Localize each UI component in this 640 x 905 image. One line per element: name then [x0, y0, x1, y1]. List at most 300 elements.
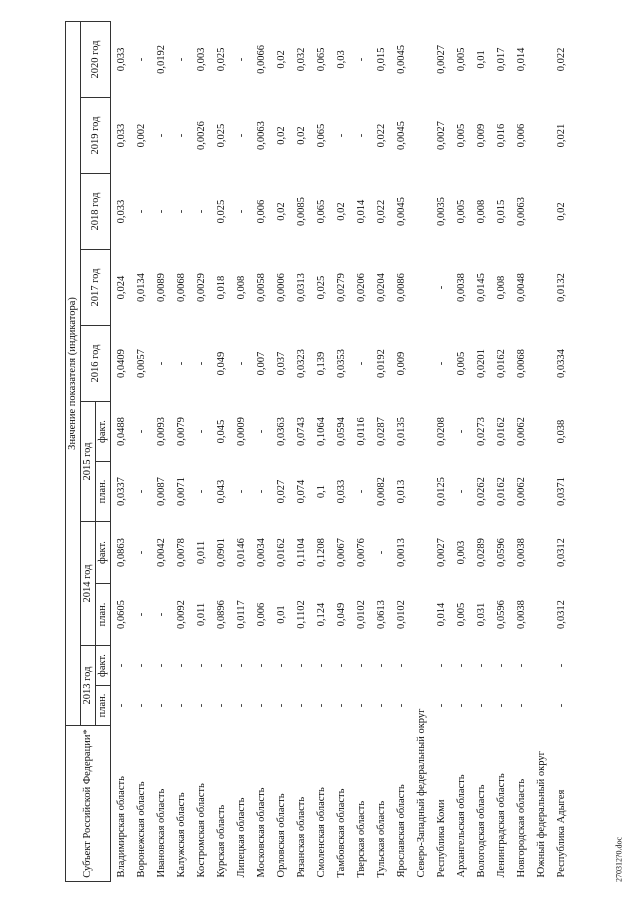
value-cell: 0,0102	[395, 600, 407, 629]
value-cell: 0,0029	[195, 273, 207, 302]
value-cell: 0,0313	[295, 273, 307, 302]
value-cell: 0,02	[295, 126, 307, 145]
value-cell: 0,0287	[375, 417, 387, 446]
value-cell: 0,014	[515, 47, 527, 72]
value-cell: 0,0089	[155, 273, 167, 302]
value-cell: 0,0027	[435, 45, 447, 74]
table-row	[291, 21, 311, 881]
subject-name-cell: Тульская область	[375, 800, 387, 878]
value-cell: -	[175, 209, 187, 214]
value-cell: 0,003	[455, 540, 467, 565]
value-cell: 0,038	[555, 419, 567, 444]
value-cell	[531, 402, 551, 462]
value-cell: 0,065	[315, 47, 327, 72]
value-cell: -	[555, 663, 567, 668]
value-cell: 0,02	[275, 126, 287, 145]
value-cell: -	[435, 663, 447, 668]
fact-header-2015: факт.	[96, 402, 111, 462]
subject-name-cell: Московская область	[255, 787, 267, 878]
plan-header-2014: план.	[96, 584, 111, 646]
value-cell: -	[135, 612, 147, 617]
value-cell: 0,0045	[395, 45, 407, 74]
value-cell: -	[355, 489, 367, 494]
value-cell: 0,009	[395, 351, 407, 376]
value-cell	[531, 174, 551, 250]
value-cell: -	[135, 429, 147, 434]
value-cell: -	[335, 663, 347, 668]
value-cell: 0,0596	[495, 538, 507, 567]
value-cell: 0,031	[475, 602, 487, 627]
subject-name-cell: Рязанская область	[295, 796, 307, 878]
value-cell: 0,0009	[235, 417, 247, 446]
value-cell: -	[435, 361, 447, 366]
fact-header-2014: факт.	[96, 522, 111, 584]
value-cell: 0,013	[395, 479, 407, 504]
plan-header-2015: план.	[96, 462, 111, 522]
subject-name-cell: Ивановская область	[155, 788, 167, 878]
value-cell: -	[255, 429, 267, 434]
table-body	[111, 21, 572, 881]
value-cell: 0,0273	[475, 417, 487, 446]
table-row	[191, 21, 211, 881]
value-cell	[411, 462, 431, 522]
value-cell: 0,002	[135, 123, 147, 148]
value-cell: -	[215, 703, 227, 708]
value-cell: -	[475, 663, 487, 668]
value-cell: -	[235, 361, 247, 366]
value-cell: 0,0102	[355, 600, 367, 629]
value-cell: 0,0092	[175, 600, 187, 629]
value-cell: 0,0488	[115, 417, 127, 446]
subject-name-cell: Северо-Западный федеральный округ	[415, 708, 427, 878]
indicator-table	[65, 21, 571, 882]
subject-name-cell: Ярославская область	[395, 784, 407, 878]
value-cell: 0,1102	[295, 600, 307, 629]
value-cell	[411, 402, 431, 462]
value-cell: 0,0082	[375, 477, 387, 506]
value-cell	[531, 21, 551, 97]
value-cell: 0,022	[375, 123, 387, 148]
value-cell: 0,0353	[335, 349, 347, 378]
value-cell: 0,0337	[115, 477, 127, 506]
year-header-2014: 2014 год	[81, 522, 96, 646]
value-cell: 0,0058	[255, 273, 267, 302]
value-cell: 0,0162	[275, 538, 287, 567]
value-cell	[411, 250, 431, 326]
value-cell	[411, 174, 431, 250]
value-cell: 0,0078	[175, 538, 187, 567]
value-cell: -	[195, 209, 207, 214]
value-cell: 0,0206	[355, 273, 367, 302]
rotated-table-container	[65, 22, 605, 882]
table-row	[351, 21, 371, 881]
subject-name-cell: Воронежская область	[135, 781, 147, 878]
value-cell: 0,02	[335, 202, 347, 221]
value-cell: 0,025	[215, 199, 227, 224]
value-cell: 0,0192	[155, 45, 167, 74]
subject-name-cell: Калужская область	[175, 792, 187, 878]
value-cell: 0,033	[115, 123, 127, 148]
value-cell: 0,0201	[475, 349, 487, 378]
value-cell: -	[175, 663, 187, 668]
value-cell: 0,124	[315, 602, 327, 627]
value-cell: -	[355, 703, 367, 708]
value-cell: 0,027	[275, 479, 287, 504]
table-row	[431, 21, 451, 881]
value-cell: -	[555, 703, 567, 708]
value-cell	[531, 686, 551, 726]
district-heading-row	[531, 21, 551, 881]
value-cell: 0,065	[315, 123, 327, 148]
table-row	[251, 21, 271, 881]
table-row	[211, 21, 231, 881]
value-cell: -	[395, 663, 407, 668]
value-cell: -	[375, 703, 387, 708]
value-cell: 0,0134	[135, 273, 147, 302]
subject-name-cell: Ленинградская область	[495, 773, 507, 878]
value-cell: -	[155, 703, 167, 708]
value-cell: 0,006	[255, 602, 267, 627]
value-cell: 0,005	[455, 199, 467, 224]
value-cell: -	[495, 703, 507, 708]
value-cell: 0,014	[355, 199, 367, 224]
value-cell: 0,0038	[455, 273, 467, 302]
value-cell: 0,0289	[475, 538, 487, 567]
footer-filename: 270312?0.doc	[614, 836, 624, 882]
year-header-2017: 2017 год	[81, 250, 111, 326]
value-cell: -	[455, 429, 467, 434]
year-header-2020: 2020 год	[81, 21, 111, 97]
value-cell: 0,0027	[435, 121, 447, 150]
value-cell	[411, 21, 431, 97]
value-cell	[531, 98, 551, 174]
value-cell: 0,03	[335, 50, 347, 69]
value-cell: -	[515, 703, 527, 708]
value-cell: -	[435, 703, 447, 708]
value-cell: 0,065	[315, 199, 327, 224]
value-cell: -	[135, 489, 147, 494]
indicator-header: Значение показателя (индикатора)	[66, 21, 81, 725]
value-cell: -	[355, 663, 367, 668]
value-cell	[411, 98, 431, 174]
value-cell: 0,0068	[175, 273, 187, 302]
value-cell: -	[175, 361, 187, 366]
value-cell	[531, 646, 551, 686]
value-cell: 0,0409	[115, 349, 127, 378]
value-cell: 0,0116	[355, 417, 367, 446]
value-cell: -	[135, 703, 147, 708]
value-cell: 0,0146	[235, 538, 247, 567]
value-cell: 0,016	[495, 123, 507, 148]
value-cell: 0,006	[515, 123, 527, 148]
subject-name-cell: Владимирская область	[115, 776, 127, 878]
table-row	[171, 21, 191, 881]
value-cell: 0,0208	[435, 417, 447, 446]
value-cell	[531, 584, 551, 646]
year-header-2018: 2018 год	[81, 174, 111, 250]
value-cell: 0,0068	[515, 349, 527, 378]
year-header-2013: 2013 год	[81, 646, 96, 726]
value-cell: -	[275, 663, 287, 668]
value-cell: -	[115, 703, 127, 708]
value-cell: 0,0117	[235, 600, 247, 629]
value-cell: 0,025	[215, 123, 227, 148]
value-cell: 0,0013	[395, 538, 407, 567]
value-cell: -	[195, 703, 207, 708]
value-cell: 0,139	[315, 351, 327, 376]
value-cell: -	[235, 133, 247, 138]
value-cell: 0,037	[275, 351, 287, 376]
value-cell: 0,074	[295, 479, 307, 504]
year-header-2019: 2019 год	[81, 98, 111, 174]
value-cell: -	[135, 550, 147, 555]
table-row	[491, 21, 511, 881]
value-cell: 0,003	[195, 47, 207, 72]
value-cell: 0,0613	[375, 600, 387, 629]
value-cell: 0,025	[315, 275, 327, 300]
value-cell: -	[335, 703, 347, 708]
value-cell: 0,021	[555, 123, 567, 148]
value-cell: -	[495, 663, 507, 668]
value-cell: 0,02	[555, 202, 567, 221]
value-cell: 0,0086	[395, 273, 407, 302]
value-cell: 0,025	[215, 47, 227, 72]
value-cell: 0,008	[475, 199, 487, 224]
value-cell: 0,0057	[135, 349, 147, 378]
table-row	[231, 21, 251, 881]
value-cell: 0,043	[215, 479, 227, 504]
value-cell: 0,009	[475, 123, 487, 148]
subject-name-cell: Вологодская область	[475, 784, 487, 878]
value-cell: 0,02	[275, 202, 287, 221]
value-cell: 0,0045	[395, 121, 407, 150]
value-cell: 0,1104	[295, 538, 307, 567]
value-cell: -	[175, 133, 187, 138]
value-cell: 0,011	[195, 540, 207, 565]
value-cell: -	[155, 133, 167, 138]
value-cell: -	[135, 663, 147, 668]
value-cell: 0,024	[115, 275, 127, 300]
value-cell: -	[135, 57, 147, 62]
table-row	[311, 21, 331, 881]
value-cell: 0,011	[195, 602, 207, 627]
value-cell	[411, 522, 431, 584]
value-cell: 0,007	[255, 351, 267, 376]
value-cell: -	[255, 703, 267, 708]
value-cell: -	[135, 209, 147, 214]
value-cell: -	[235, 209, 247, 214]
value-cell: -	[355, 57, 367, 62]
value-cell: 0,0334	[555, 349, 567, 378]
value-cell: -	[215, 663, 227, 668]
value-cell: 0,033	[115, 47, 127, 72]
value-cell	[411, 646, 431, 686]
value-cell: 0,0034	[255, 538, 267, 567]
value-cell: 0,0162	[495, 349, 507, 378]
table-row	[151, 21, 171, 881]
value-cell	[411, 584, 431, 646]
table-row	[111, 21, 132, 881]
value-cell: 0,0035	[435, 197, 447, 226]
value-cell: 0,0371	[555, 477, 567, 506]
value-cell: 0,017	[495, 47, 507, 72]
subject-name-cell: Костромская область	[195, 783, 207, 878]
value-cell: 0,0204	[375, 273, 387, 302]
table-row	[471, 21, 491, 881]
value-cell: 0,0125	[435, 477, 447, 506]
value-cell	[411, 326, 431, 402]
value-cell: -	[155, 663, 167, 668]
value-cell: -	[155, 361, 167, 366]
value-cell: -	[295, 703, 307, 708]
value-cell: -	[195, 489, 207, 494]
value-cell: -	[455, 489, 467, 494]
table-row	[371, 21, 391, 881]
value-cell: 0,0363	[275, 417, 287, 446]
plan-header-2013: план.	[96, 686, 111, 726]
value-cell: 0,1064	[315, 417, 327, 446]
value-cell: 0,0045	[395, 197, 407, 226]
value-cell: -	[355, 361, 367, 366]
value-cell: 0,0071	[175, 477, 187, 506]
value-cell: 0,0062	[515, 417, 527, 446]
value-cell: -	[255, 663, 267, 668]
value-cell: 0,01	[475, 50, 487, 69]
value-cell: -	[155, 209, 167, 214]
subject-name-cell: Республика Адыгея	[555, 789, 567, 878]
value-cell: 0,015	[495, 199, 507, 224]
value-cell: 0,01	[275, 605, 287, 624]
value-cell: 0,033	[335, 479, 347, 504]
year-header-2016: 2016 год	[81, 326, 111, 402]
value-cell: -	[315, 703, 327, 708]
value-cell: 0,014	[435, 602, 447, 627]
value-cell: -	[455, 703, 467, 708]
value-cell: 0,033	[115, 199, 127, 224]
value-cell: 0,0743	[295, 417, 307, 446]
table-row	[271, 21, 291, 881]
subject-name-cell: Смоленская область	[315, 787, 327, 878]
value-cell: 0,005	[455, 123, 467, 148]
value-cell: 0,0066	[255, 45, 267, 74]
value-cell: 0,0038	[515, 600, 527, 629]
value-cell: 0,008	[495, 275, 507, 300]
subject-name-cell: Орловская область	[275, 793, 287, 878]
subject-name-cell: Курская область	[215, 804, 227, 878]
value-cell: 0,02	[275, 50, 287, 69]
value-cell: 0,005	[455, 351, 467, 376]
value-cell: -	[115, 663, 127, 668]
value-cell: 0,0079	[175, 417, 187, 446]
value-cell: -	[235, 489, 247, 494]
subject-name-cell: Республика Коми	[435, 799, 447, 878]
table-row	[131, 21, 151, 881]
value-cell: -	[235, 57, 247, 62]
value-cell: 0,015	[375, 47, 387, 72]
value-cell: 0,045	[215, 419, 227, 444]
value-cell: -	[235, 663, 247, 668]
value-cell: 0,0093	[155, 417, 167, 446]
value-cell: -	[195, 663, 207, 668]
subject-name-cell: Новгородская область	[515, 778, 527, 878]
value-cell: 0,0596	[495, 600, 507, 629]
value-cell: 0,0042	[155, 538, 167, 567]
value-cell: 0,0312	[555, 538, 567, 567]
value-cell: -	[235, 703, 247, 708]
value-cell: 0,005	[455, 47, 467, 72]
subject-name-cell: Южный федеральный округ	[535, 751, 547, 878]
value-cell: 0,0006	[275, 273, 287, 302]
table-row	[331, 21, 351, 881]
value-cell: 0,0162	[495, 417, 507, 446]
value-cell: -	[455, 663, 467, 668]
value-cell: -	[175, 57, 187, 62]
value-cell: -	[355, 133, 367, 138]
value-cell: 0,0048	[515, 273, 527, 302]
value-cell: 0,0312	[555, 600, 567, 629]
value-cell: 0,0062	[515, 477, 527, 506]
value-cell: 0,022	[375, 199, 387, 224]
table-row	[391, 21, 411, 881]
value-cell: -	[375, 550, 387, 555]
value-cell: 0,0085	[295, 197, 307, 226]
subject-name-cell: Липецкая область	[235, 797, 247, 878]
subject-name-cell: Тверская область	[355, 800, 367, 878]
table-row	[551, 21, 571, 881]
value-cell: 0,0896	[215, 600, 227, 629]
value-cell: 0,0027	[435, 538, 447, 567]
value-cell: 0,0132	[555, 273, 567, 302]
value-cell: 0,0262	[475, 477, 487, 506]
value-cell: 0,005	[455, 602, 467, 627]
value-cell: -	[375, 663, 387, 668]
value-cell: -	[515, 663, 527, 668]
value-cell: 0,0605	[115, 600, 127, 629]
table-header	[66, 21, 111, 881]
table-row	[451, 21, 471, 881]
value-cell	[531, 522, 551, 584]
value-cell	[531, 462, 551, 522]
value-cell: 0,0087	[155, 477, 167, 506]
value-cell: 0,049	[335, 602, 347, 627]
value-cell: 0,022	[555, 47, 567, 72]
value-cell: 0,0038	[515, 538, 527, 567]
value-cell: -	[175, 703, 187, 708]
value-cell: -	[395, 703, 407, 708]
value-cell: -	[195, 429, 207, 434]
subject-column-header: Субъект Российской Федерации*	[66, 726, 111, 882]
table-row	[511, 21, 531, 881]
value-cell: 0,008	[235, 275, 247, 300]
value-cell: -	[255, 489, 267, 494]
value-cell: 0,0076	[355, 538, 367, 567]
value-cell: 0,0135	[395, 417, 407, 446]
fact-header-2013: факт.	[96, 646, 111, 686]
value-cell: 0,018	[215, 275, 227, 300]
value-cell	[531, 250, 551, 326]
year-header-2015: 2015 год	[81, 402, 96, 522]
value-cell: 0,0594	[335, 417, 347, 446]
value-cell: 0,0145	[475, 273, 487, 302]
value-cell: 0,0063	[255, 121, 267, 150]
value-cell: -	[295, 663, 307, 668]
value-cell: 0,0279	[335, 273, 347, 302]
value-cell: 0,1	[315, 484, 327, 499]
value-cell: 0,0067	[335, 538, 347, 567]
value-cell: -	[435, 285, 447, 290]
value-cell: 0,1208	[315, 538, 327, 567]
district-heading-row	[411, 21, 431, 881]
